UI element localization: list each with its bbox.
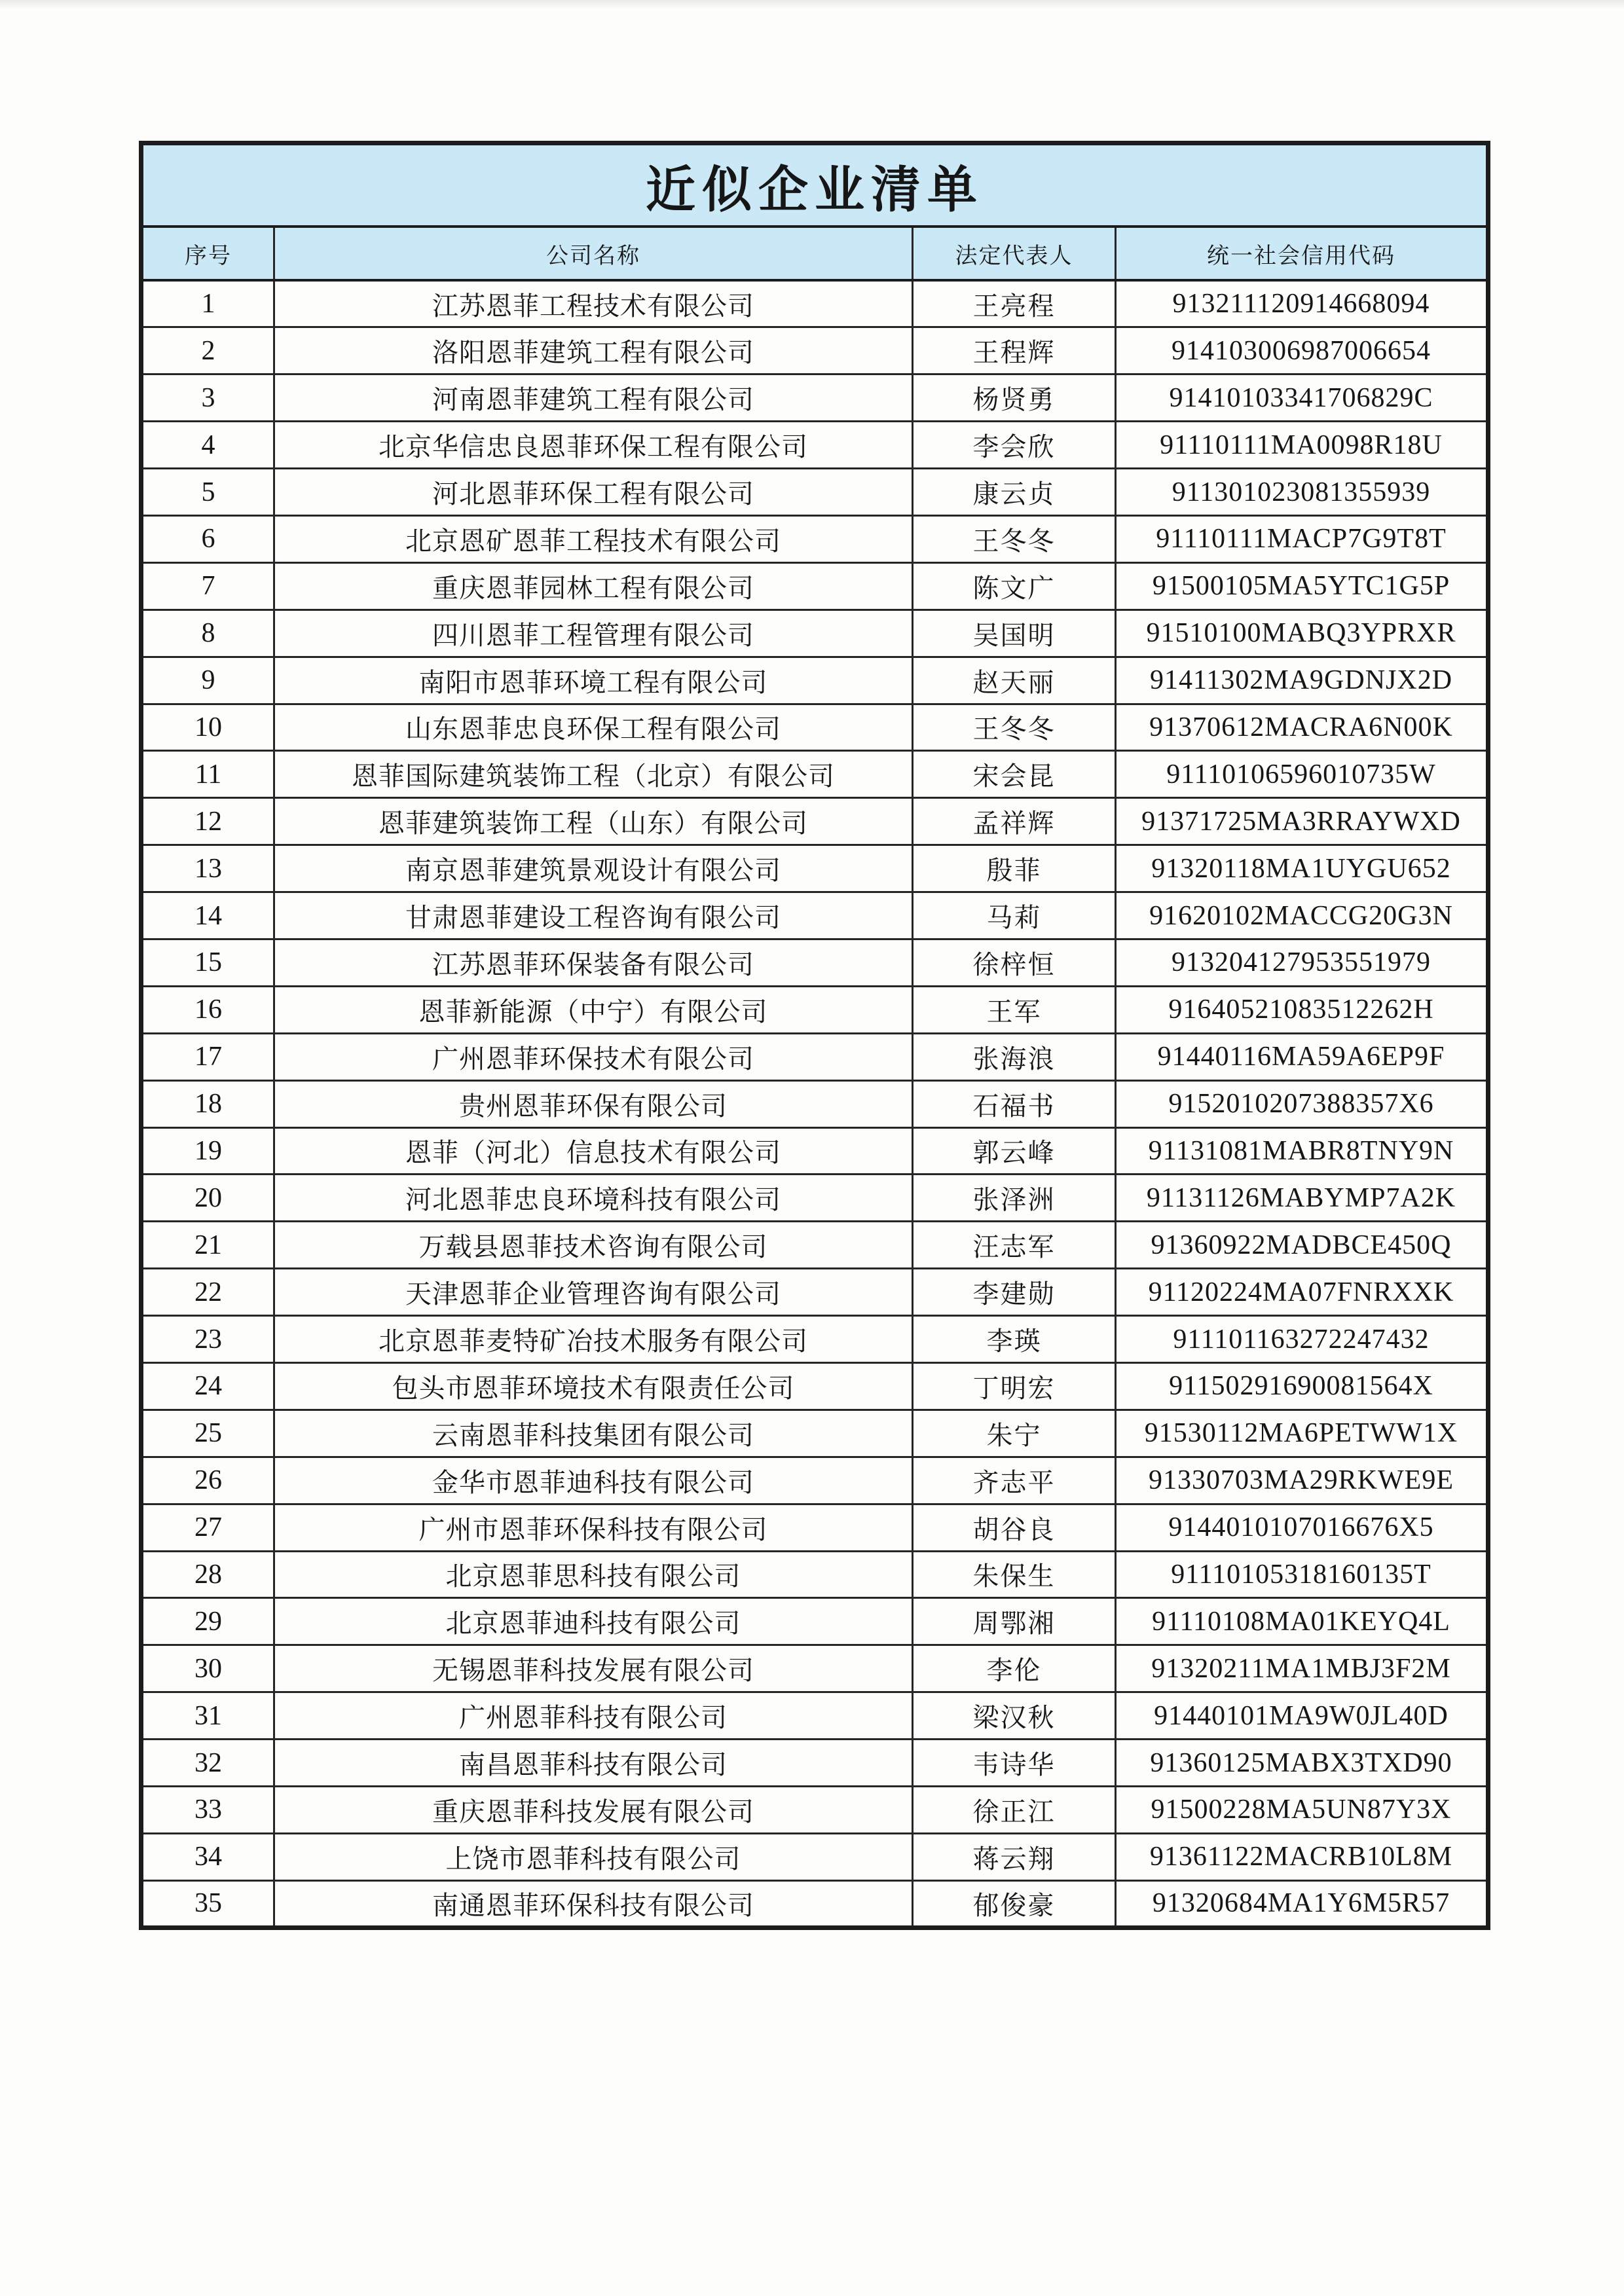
row-no: 7 xyxy=(141,562,274,610)
company-name: 北京恩矿恩菲工程技术有限公司 xyxy=(274,515,913,562)
credit-code: 91411302MA9GDNJX2D xyxy=(1116,657,1488,704)
table-row xyxy=(141,469,1488,516)
row-no: 12 xyxy=(141,798,274,845)
legal-rep: 朱保生 xyxy=(913,1551,1116,1598)
row-no: 2 xyxy=(141,327,274,374)
credit-code: 91500105MA5YTC1G5P xyxy=(1116,562,1488,610)
table-row xyxy=(141,798,1488,845)
company-name: 广州恩菲环保技术有限公司 xyxy=(274,1033,913,1080)
credit-code: 91110108MA01KEYQ4L xyxy=(1116,1598,1488,1645)
company-name: 洛阳恩菲建筑工程有限公司 xyxy=(274,327,913,374)
table-row xyxy=(141,1551,1488,1598)
legal-rep: 王亮程 xyxy=(913,280,1116,327)
company-name: 江苏恩菲工程技术有限公司 xyxy=(274,280,913,327)
table-row xyxy=(141,327,1488,374)
row-no: 15 xyxy=(141,939,274,986)
company-name: 金华市恩菲迪科技有限公司 xyxy=(274,1457,913,1504)
company-name: 河北恩菲忠良环境科技有限公司 xyxy=(274,1175,913,1222)
legal-rep: 康云贞 xyxy=(913,469,1116,516)
legal-rep: 吴国明 xyxy=(913,610,1116,657)
credit-code: 91131126MABYMP7A2K xyxy=(1116,1175,1488,1222)
table-row xyxy=(141,515,1488,562)
credit-code: 91360125MABX3TXD90 xyxy=(1116,1740,1488,1787)
row-no: 32 xyxy=(141,1740,274,1787)
credit-code: 911301023081355939 xyxy=(1116,469,1488,516)
legal-rep: 郁俊豪 xyxy=(913,1880,1116,1927)
row-no: 25 xyxy=(141,1410,274,1457)
row-no: 10 xyxy=(141,704,274,751)
legal-rep: 王程辉 xyxy=(913,327,1116,374)
legal-rep: 李会欣 xyxy=(913,422,1116,469)
table-row xyxy=(141,1598,1488,1645)
company-name: 无锡恩菲科技发展有限公司 xyxy=(274,1645,913,1692)
company-name: 包头市恩菲环境技术有限责任公司 xyxy=(274,1362,913,1410)
legal-rep: 蒋云翔 xyxy=(913,1833,1116,1880)
legal-rep: 宋会昆 xyxy=(913,751,1116,798)
table-row xyxy=(141,657,1488,704)
header-no: 序号 xyxy=(141,227,274,280)
credit-code: 91510100MABQ3YPRXR xyxy=(1116,610,1488,657)
table-row xyxy=(141,1410,1488,1457)
credit-code: 91410103341706829C xyxy=(1116,374,1488,422)
row-no: 29 xyxy=(141,1598,274,1645)
table-row xyxy=(141,1645,1488,1692)
table-row xyxy=(141,1457,1488,1504)
company-name: 南阳市恩菲环境工程有限公司 xyxy=(274,657,913,704)
row-no: 31 xyxy=(141,1692,274,1740)
legal-rep: 石福书 xyxy=(913,1080,1116,1127)
legal-rep: 孟祥辉 xyxy=(913,798,1116,845)
company-name: 万载县恩菲技术咨询有限公司 xyxy=(274,1222,913,1269)
company-name: 四川恩菲工程管理有限公司 xyxy=(274,610,913,657)
company-name: 北京恩菲思科技有限公司 xyxy=(274,1551,913,1598)
legal-rep: 徐正江 xyxy=(913,1787,1116,1834)
table-row xyxy=(141,1504,1488,1551)
credit-code: 913211120914668094 xyxy=(1116,280,1488,327)
table-row xyxy=(141,1362,1488,1410)
similar-enterprises-table xyxy=(139,141,1490,1930)
table-row xyxy=(141,1269,1488,1316)
header-legal-rep: 法定代表人 xyxy=(913,227,1116,280)
row-no: 19 xyxy=(141,1127,274,1175)
legal-rep: 陈文广 xyxy=(913,562,1116,610)
legal-rep: 郭云峰 xyxy=(913,1127,1116,1175)
company-name: 南京恩菲建筑景观设计有限公司 xyxy=(274,845,913,892)
company-name: 甘肃恩菲建设工程咨询有限公司 xyxy=(274,892,913,939)
company-name: 重庆恩菲园林工程有限公司 xyxy=(274,562,913,610)
table-row xyxy=(141,939,1488,986)
row-no: 9 xyxy=(141,657,274,704)
row-no: 27 xyxy=(141,1504,274,1551)
table-row xyxy=(141,1127,1488,1175)
legal-rep: 张泽洲 xyxy=(913,1175,1116,1222)
legal-rep: 梁汉秋 xyxy=(913,1692,1116,1740)
table-row xyxy=(141,986,1488,1033)
company-name: 恩菲国际建筑装饰工程（北京）有限公司 xyxy=(274,751,913,798)
legal-rep: 张海浪 xyxy=(913,1033,1116,1080)
company-name: 云南恩菲科技集团有限公司 xyxy=(274,1410,913,1457)
legal-rep: 胡谷良 xyxy=(913,1504,1116,1551)
table-row xyxy=(141,1880,1488,1927)
company-name: 北京恩菲麦特矿冶技术服务有限公司 xyxy=(274,1316,913,1363)
row-no: 14 xyxy=(141,892,274,939)
table-row xyxy=(141,1080,1488,1127)
credit-code: 91361122MACRB10L8M xyxy=(1116,1833,1488,1880)
row-no: 24 xyxy=(141,1362,274,1410)
company-name: 南通恩菲环保科技有限公司 xyxy=(274,1880,913,1927)
credit-code: 91320684MA1Y6M5R57 xyxy=(1116,1880,1488,1927)
table-row xyxy=(141,704,1488,751)
row-no: 35 xyxy=(141,1880,274,1927)
page-title: 近似企业清单 xyxy=(141,143,1488,227)
credit-code: 91110111MACP7G9T8T xyxy=(1116,515,1488,562)
credit-code: 91440116MA59A6EP9F xyxy=(1116,1033,1488,1080)
table-row xyxy=(141,1175,1488,1222)
table-body xyxy=(141,280,1488,1927)
table-row xyxy=(141,1316,1488,1363)
company-name: 山东恩菲忠良环保工程有限公司 xyxy=(274,704,913,751)
credit-code: 91320211MA1MBJ3F2M xyxy=(1116,1645,1488,1692)
table-row xyxy=(141,280,1488,327)
row-no: 5 xyxy=(141,469,274,516)
credit-code: 91320118MA1UYGU652 xyxy=(1116,845,1488,892)
credit-code: 91500228MA5UN87Y3X xyxy=(1116,1787,1488,1834)
table-row xyxy=(141,892,1488,939)
row-no: 26 xyxy=(141,1457,274,1504)
company-name: 南昌恩菲科技有限公司 xyxy=(274,1740,913,1787)
company-name: 重庆恩菲科技发展有限公司 xyxy=(274,1787,913,1834)
table-row xyxy=(141,562,1488,610)
legal-rep: 马莉 xyxy=(913,892,1116,939)
table-row xyxy=(141,1787,1488,1834)
row-no: 6 xyxy=(141,515,274,562)
table-row xyxy=(141,1692,1488,1740)
credit-code: 91370612MACRA6N00K xyxy=(1116,704,1488,751)
table-header-row xyxy=(141,227,1488,280)
table-row xyxy=(141,422,1488,469)
company-name: 广州恩菲科技有限公司 xyxy=(274,1692,913,1740)
credit-code: 91620102MACCG20G3N xyxy=(1116,892,1488,939)
credit-code: 9152010207388357X6 xyxy=(1116,1080,1488,1127)
row-no: 3 xyxy=(141,374,274,422)
row-no: 28 xyxy=(141,1551,274,1598)
row-no: 8 xyxy=(141,610,274,657)
credit-code: 91110106596010735W xyxy=(1116,751,1488,798)
credit-code: 913204127953551979 xyxy=(1116,939,1488,986)
credit-code: 911101163272247432 xyxy=(1116,1316,1488,1363)
row-no: 22 xyxy=(141,1269,274,1316)
row-no: 1 xyxy=(141,280,274,327)
company-name: 北京华信忠良恩菲环保工程有限公司 xyxy=(274,422,913,469)
table-row xyxy=(141,751,1488,798)
company-name: 恩菲（河北）信息技术有限公司 xyxy=(274,1127,913,1175)
credit-code: 91640521083512262H xyxy=(1116,986,1488,1033)
credit-code: 91131081MABR8TNY9N xyxy=(1116,1127,1488,1175)
legal-rep: 王军 xyxy=(913,986,1116,1033)
table-row xyxy=(141,1833,1488,1880)
legal-rep: 杨贤勇 xyxy=(913,374,1116,422)
legal-rep: 韦诗华 xyxy=(913,1740,1116,1787)
row-no: 13 xyxy=(141,845,274,892)
legal-rep: 李伦 xyxy=(913,1645,1116,1692)
table-row xyxy=(141,1222,1488,1269)
legal-rep: 王冬冬 xyxy=(913,515,1116,562)
company-name: 北京恩菲迪科技有限公司 xyxy=(274,1598,913,1645)
row-no: 20 xyxy=(141,1175,274,1222)
company-name: 天津恩菲企业管理咨询有限公司 xyxy=(274,1269,913,1316)
company-name: 贵州恩菲环保有限公司 xyxy=(274,1080,913,1127)
legal-rep: 李建勋 xyxy=(913,1269,1116,1316)
legal-rep: 汪志军 xyxy=(913,1222,1116,1269)
credit-code: 91330703MA29RKWE9E xyxy=(1116,1457,1488,1504)
row-no: 11 xyxy=(141,751,274,798)
table-row xyxy=(141,1740,1488,1787)
row-no: 21 xyxy=(141,1222,274,1269)
legal-rep: 齐志平 xyxy=(913,1457,1116,1504)
row-no: 17 xyxy=(141,1033,274,1080)
legal-rep: 丁明宏 xyxy=(913,1362,1116,1410)
legal-rep: 赵天丽 xyxy=(913,657,1116,704)
row-no: 18 xyxy=(141,1080,274,1127)
header-company: 公司名称 xyxy=(274,227,913,280)
row-no: 23 xyxy=(141,1316,274,1363)
credit-code: 914103006987006654 xyxy=(1116,327,1488,374)
company-name: 上饶市恩菲科技有限公司 xyxy=(274,1833,913,1880)
credit-code: 91360922MADBCE450Q xyxy=(1116,1222,1488,1269)
legal-rep: 朱宁 xyxy=(913,1410,1116,1457)
credit-code: 91110105318160135T xyxy=(1116,1551,1488,1598)
row-no: 30 xyxy=(141,1645,274,1692)
credit-code: 91371725MA3RRAYWXD xyxy=(1116,798,1488,845)
row-no: 4 xyxy=(141,422,274,469)
legal-rep: 李瑛 xyxy=(913,1316,1116,1363)
legal-rep: 周鄂湘 xyxy=(913,1598,1116,1645)
credit-code: 9144010107016676X5 xyxy=(1116,1504,1488,1551)
company-name: 恩菲新能源（中宁）有限公司 xyxy=(274,986,913,1033)
credit-code: 91150291690081564X xyxy=(1116,1362,1488,1410)
row-no: 16 xyxy=(141,986,274,1033)
row-no: 34 xyxy=(141,1833,274,1880)
legal-rep: 徐梓恒 xyxy=(913,939,1116,986)
row-no: 33 xyxy=(141,1787,274,1834)
credit-code: 91530112MA6PETWW1X xyxy=(1116,1410,1488,1457)
company-name: 河北恩菲环保工程有限公司 xyxy=(274,469,913,516)
credit-code: 91110111MA0098R18U xyxy=(1116,422,1488,469)
company-name: 江苏恩菲环保装备有限公司 xyxy=(274,939,913,986)
company-name: 广州市恩菲环保科技有限公司 xyxy=(274,1504,913,1551)
header-credit-code: 统一社会信用代码 xyxy=(1116,227,1488,280)
table-row xyxy=(141,374,1488,422)
legal-rep: 王冬冬 xyxy=(913,704,1116,751)
table-row xyxy=(141,610,1488,657)
table-row xyxy=(141,845,1488,892)
table-title-row xyxy=(141,143,1488,227)
credit-code: 91120224MA07FNRXXK xyxy=(1116,1269,1488,1316)
table-row xyxy=(141,1033,1488,1080)
company-name: 河南恩菲建筑工程有限公司 xyxy=(274,374,913,422)
company-name: 恩菲建筑装饰工程（山东）有限公司 xyxy=(274,798,913,845)
credit-code: 91440101MA9W0JL40D xyxy=(1116,1692,1488,1740)
legal-rep: 殷菲 xyxy=(913,845,1116,892)
